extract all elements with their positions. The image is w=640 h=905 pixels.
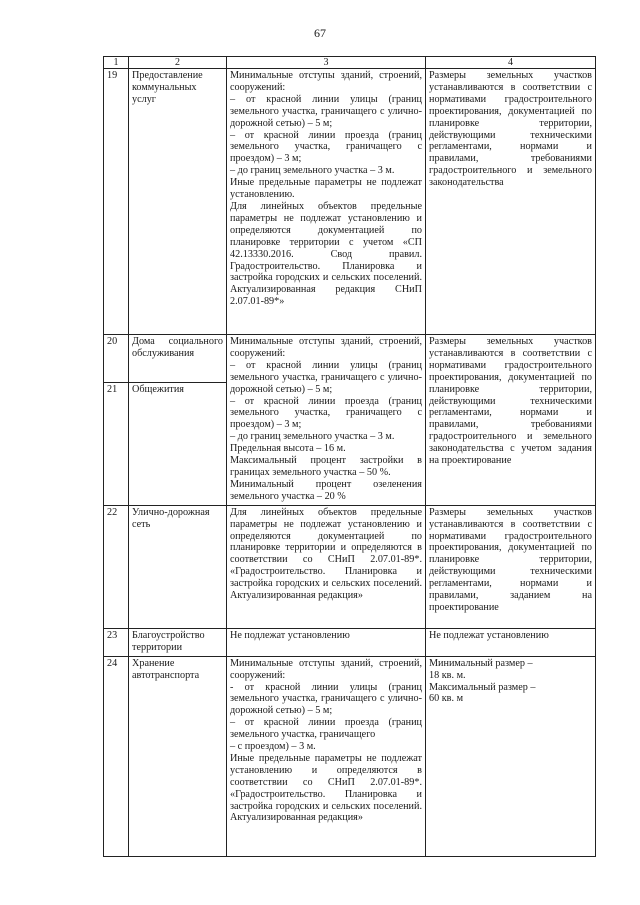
plot-size-text: Минимальный размер – 18 кв. м. Максимальный размер – 60 кв. м — [429, 657, 536, 705]
header-cell: 1 — [104, 57, 129, 69]
plot-size-text: Размеры земельных участков устанавливаются в соответствии с нормативами градостроительного проектирования, документацией по планировке территории, действующими техническими регламентами, нормами и правилами, заданием на проектирование — [429, 506, 592, 613]
use-type-name: Дома социального обслуживания — [129, 335, 227, 383]
use-type-name: Предоставление коммунальных услуг — [129, 69, 227, 335]
header-cell: 4 — [426, 57, 596, 69]
row-number: 20 — [104, 335, 129, 383]
use-type-name: Благоустройство территории — [129, 628, 227, 656]
row-number: 19 — [104, 69, 129, 335]
page-number: 67 — [314, 26, 326, 40]
limit-parameters — [227, 656, 426, 856]
plot-size-text: Не подлежат установлению — [429, 629, 549, 641]
plot-size-requirements — [426, 505, 596, 628]
table-row — [104, 69, 596, 335]
table-header-row — [104, 57, 596, 69]
limit-parameters — [227, 69, 426, 335]
plot-size-requirements — [426, 69, 596, 335]
row-number: 21 — [104, 383, 129, 506]
regulations-table — [103, 56, 596, 857]
plot-size-text: Размеры земельных участков устанавливаются в соответствии с нормативами градостроительного проектирования, документацией по планировке территории, действующими техническими регламентами, нормами и правилами, требованиями градостроительного и земельного законодательства — [429, 70, 592, 189]
table-row — [104, 335, 596, 383]
row-number: 22 — [104, 505, 129, 628]
limit-parameters-text: Минимальные отступы зданий, строений, сооружений: – от красной линии улицы (границ земельного участка, граничащего с улично-дорожной сетью) – 5 м; – от красной линии проезда (границ земельного участка, граничащего с проездом) – 3 м; – до границ земельного участка – 3 м. Иные предельные параметры не подлежат установлению. Для линейных объектов предельные параметры не подлежат установлению и определяются документацией по планировке территории с учетом «СП 42.13330.2016. Свод правил. Градостроительство. Планировка и застройка городских и сельских поселений. Актуализированная редакция СНиП 2.07.01-89*» — [230, 70, 422, 308]
limit-parameters-text: Не подлежат установлению — [230, 629, 350, 641]
use-type-name: Общежития — [129, 383, 227, 506]
table-row — [104, 628, 596, 656]
table-row — [104, 505, 596, 628]
header-cell: 2 — [129, 57, 227, 69]
table-row — [104, 656, 596, 856]
limit-parameters-text: Минимальные отступы зданий, строений, сооружений: – от красной линии улицы (границ земельного участка, граничащего с улично-дорожной сетью) – 5 м; – от красной линии проезда (границ земельного участка, граничащего с проездом) – 3 м; – до границ земельного участка – 3 м. Предельная высота – 16 м. Максимальный процент застройки в границах земельного участка – 50 %. Минимальный процент озеленения земельного участка – 20 % — [230, 336, 422, 502]
limit-parameters-text: Для линейных объектов предельные параметры не подлежат установлению и определяются документацией по планировке территории и определяются в соответствии со СНиП 2.07.01-89*. «Градостроительство. Планировка и застройка городских и сельских поселений. Актуализированная редакция» — [230, 506, 422, 602]
row-number: 23 — [104, 628, 129, 656]
use-type-name: Улично-дорожная сеть — [129, 505, 227, 628]
row-number: 24 — [104, 656, 129, 856]
plot-size-requirements — [426, 335, 596, 506]
limit-parameters — [227, 628, 426, 656]
plot-size-text: Размеры земельных участков устанавливаются в соответствии с нормативами градостроительного проектирования, документацией по планировке территории, действующими техническими регламентами, нормами и правилами, требованиями градостроительного и земельного законодательства с учетом задания на проектирование — [429, 336, 592, 467]
limit-parameters — [227, 335, 426, 506]
limit-parameters-text: Минимальные отступы зданий, строений, сооружений: - от красной линии улицы (границ земельного участка, граничащего с улично-дорожной сетью) – 5 м; – от красной линии проезда (границ земельного участка, граничащего – с проездом) – 3 м. Иные предельные параметры не подлежат установлению и определяются в соответствии со СНиП 2.07.01-89*. «Градостроительство. Планировка и застройка городских и сельских поселений. Актуализированная редакция» — [230, 657, 422, 824]
header-cell: 3 — [227, 57, 426, 69]
limit-parameters — [227, 505, 426, 628]
plot-size-requirements — [426, 628, 596, 656]
plot-size-requirements — [426, 656, 596, 856]
use-type-name: Хранение автотранспорта — [129, 656, 227, 856]
